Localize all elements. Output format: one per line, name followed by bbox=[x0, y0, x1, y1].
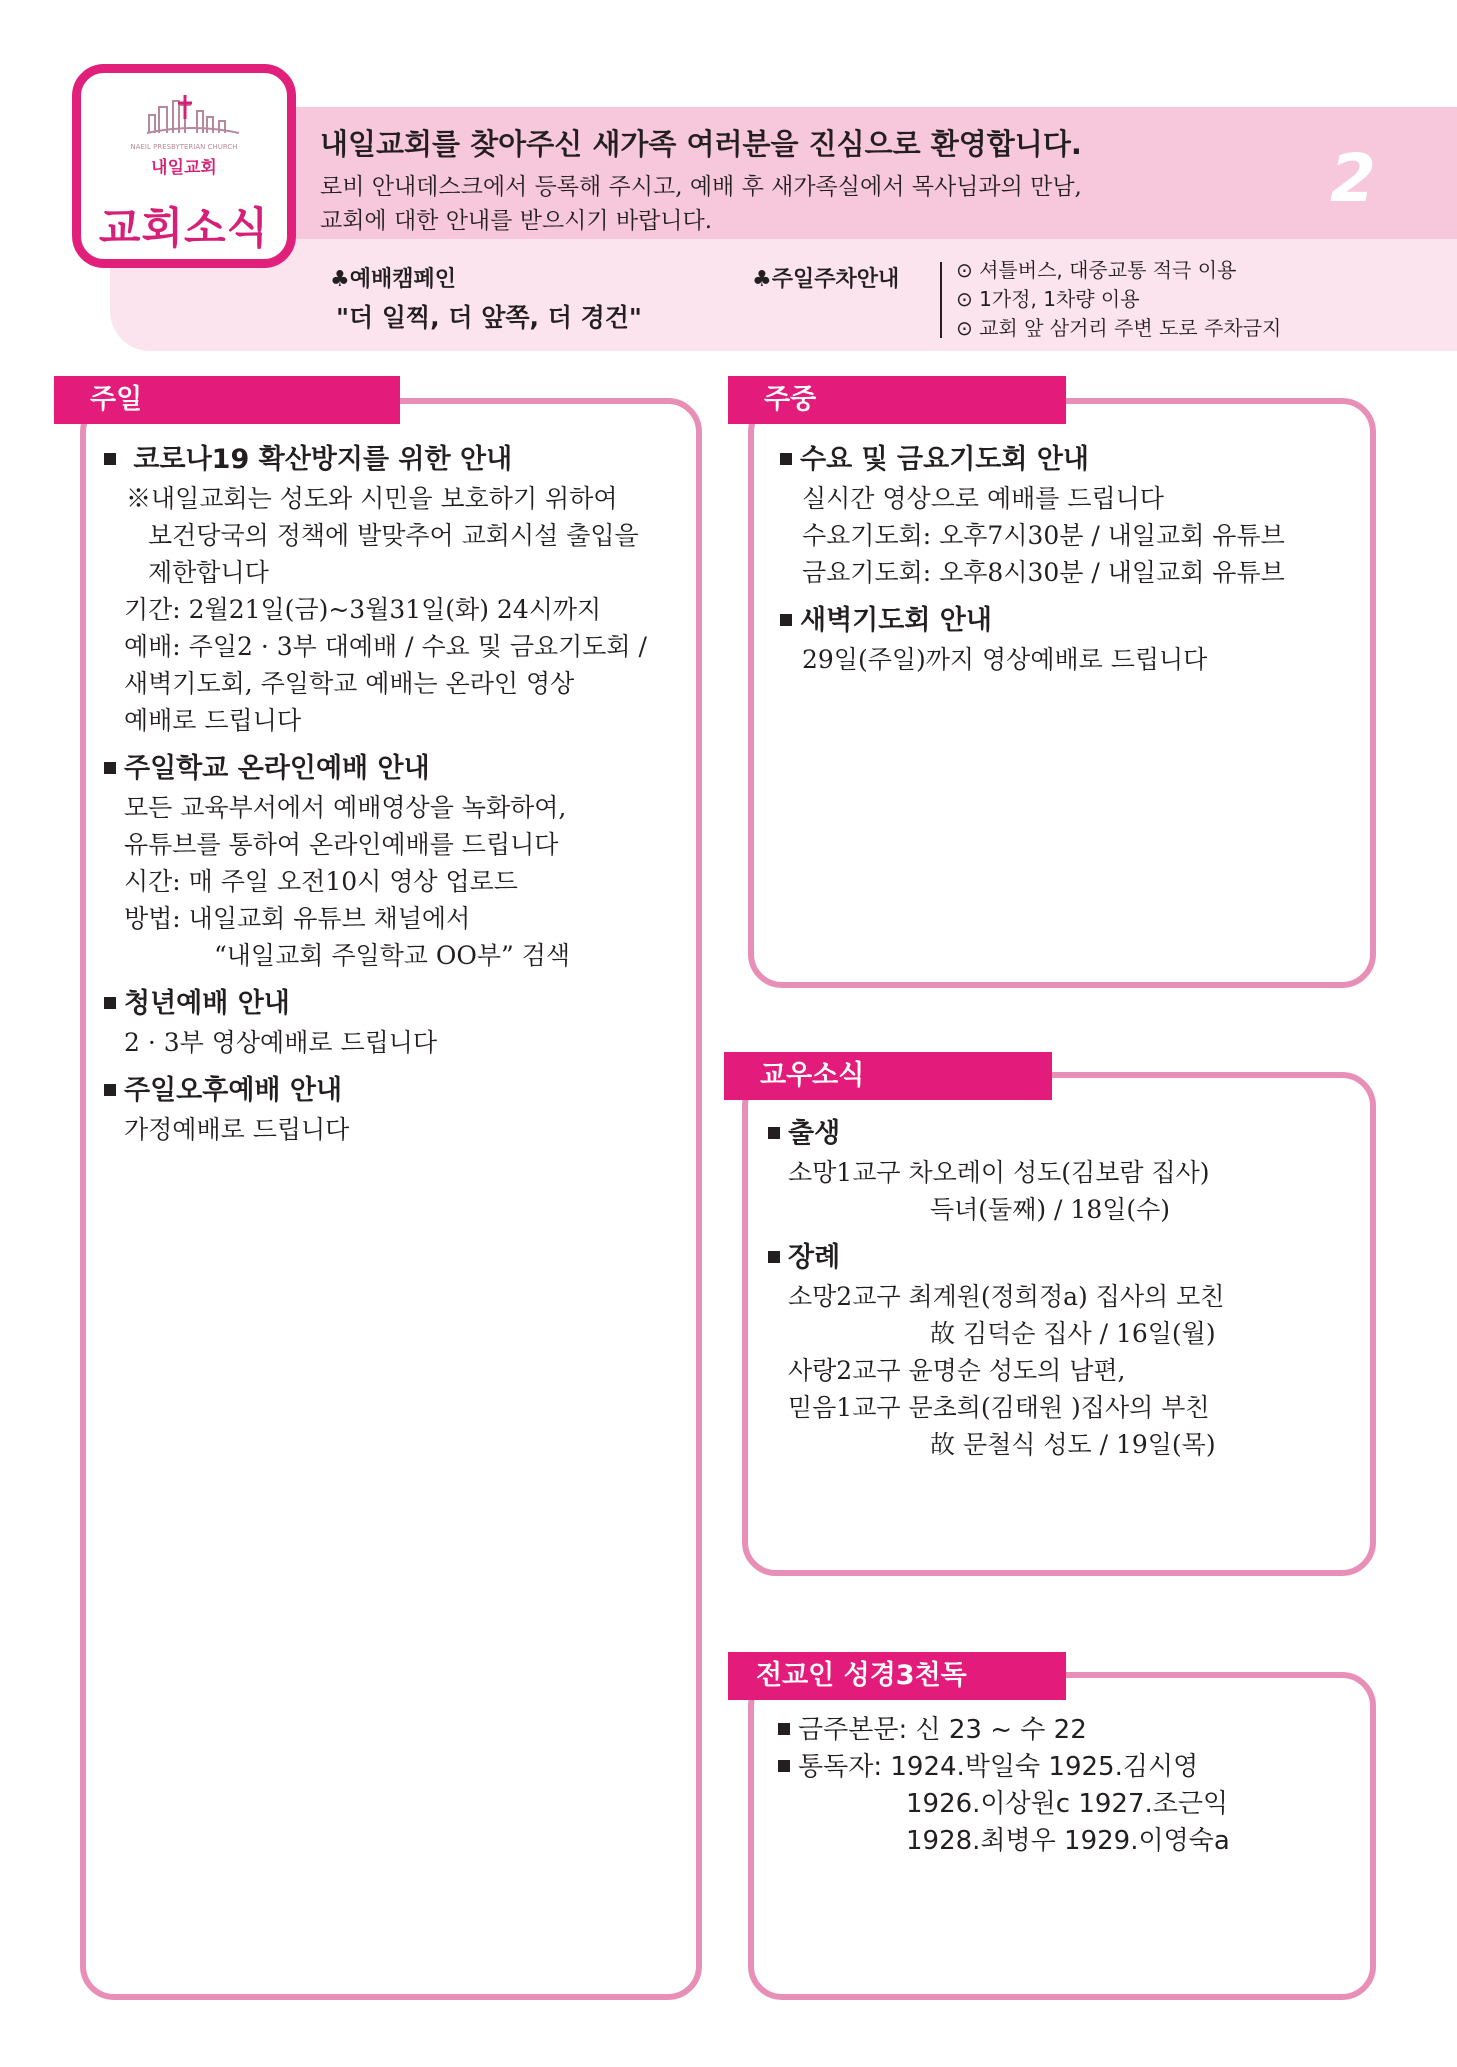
bible-reading-content bbox=[778, 1712, 1230, 1860]
logo-subtitle: NAEIL PRESBYTERIAN CHURCH bbox=[130, 143, 238, 151]
bullet-square-icon bbox=[778, 1760, 790, 1772]
parking-label: ♣주일주차안내 bbox=[752, 267, 900, 292]
news-line: 소망2교구 최계원(정희정a) 집사의 모친 bbox=[788, 1282, 1225, 1311]
welcome-text bbox=[320, 170, 1082, 238]
news-heading: 장례 bbox=[768, 1238, 1224, 1278]
weekday-tab: 주중 bbox=[728, 376, 1066, 424]
notice-line: 모든 교육부서에서 예배영상을 녹화하여, bbox=[124, 793, 567, 822]
notice-line: ※내일교회는 성도와 시민을 보호하기 위하여 bbox=[126, 484, 618, 513]
news-line: 소망1교구 차오레이 성도(김보람 집사) bbox=[788, 1158, 1210, 1187]
bullet-square-icon bbox=[104, 453, 116, 465]
campaign-label: ♣예배캠페인 bbox=[330, 267, 456, 292]
campaign-slogan: "더 일찍, 더 앞쪽, 더 경건" bbox=[336, 303, 642, 332]
welcome-line: 교회에 대한 안내를 받으시기 바랍니다. bbox=[320, 208, 713, 234]
notice-line: 2 · 3부 영상예배로 드립니다 bbox=[124, 1028, 438, 1057]
section-title: 교회소식 bbox=[98, 204, 270, 254]
notice-line: 기간: 2월21일(금)~3월31일(화) 24시까지 bbox=[124, 595, 602, 624]
notice-heading: 청년예배 안내 bbox=[104, 984, 647, 1024]
bible-line: 1928.최병우 1929.이영숙a bbox=[906, 1826, 1230, 1856]
parking-divider bbox=[940, 262, 942, 338]
notice-line: 시간: 매 주일 오전10시 영상 업로드 bbox=[124, 867, 518, 896]
bullet-square-icon bbox=[104, 1084, 116, 1096]
bullet-square-icon bbox=[780, 453, 792, 465]
notice-line: 가정예배로 드립니다 bbox=[124, 1115, 350, 1144]
notice-line: 예배로 드립니다 bbox=[124, 706, 301, 735]
news-line: 득녀(둘째) / 18일(수) bbox=[930, 1195, 1171, 1224]
bible-line: 통독자: 1924.박일숙 1925.김시영 bbox=[778, 1749, 1230, 1786]
notice-line: 수요기도회: 오후7시30분 / 내일교회 유튜브 bbox=[802, 521, 1285, 550]
news-line: 사랑2교구 윤명순 성도의 남편, bbox=[788, 1356, 1126, 1385]
notice-heading: 코로나19 확산방지를 위한 안내 bbox=[104, 440, 647, 480]
logo-name: 내일교회 bbox=[151, 158, 217, 178]
bullet-square-icon bbox=[104, 762, 116, 774]
notice-line: 제한합니다 bbox=[148, 558, 269, 587]
sunday-tab: 주일 bbox=[54, 376, 400, 424]
sunday-content bbox=[104, 440, 647, 1148]
parking-item: ⊙ 셔틀버스, 대중교통 적극 이용 bbox=[956, 258, 1237, 282]
notice-line: 유튜브를 통하여 온라인예배를 드립니다 bbox=[124, 830, 559, 859]
bullet-square-icon bbox=[768, 1127, 780, 1139]
parking-item: ⊙ 교회 앞 삼거리 주변 도로 주차금지 bbox=[956, 316, 1282, 340]
bullet-square-icon bbox=[768, 1251, 780, 1263]
bullet-square-icon bbox=[104, 997, 116, 1009]
bible-reading-tab: 전교인 성경3천독 bbox=[728, 1652, 1066, 1700]
weekday-content bbox=[780, 440, 1285, 678]
notice-heading: 주일학교 온라인예배 안내 bbox=[104, 749, 647, 789]
church-skyline-cross-icon bbox=[145, 93, 241, 137]
notice-heading: 주일오후예배 안내 bbox=[104, 1071, 647, 1111]
bullet-square-icon bbox=[778, 1723, 790, 1735]
notice-heading: 수요 및 금요기도회 안내 bbox=[780, 440, 1285, 480]
notice-line: 금요기도회: 오후8시30분 / 내일교회 유튜브 bbox=[802, 558, 1285, 587]
notice-line: 보건당국의 정책에 발맞추어 교회시설 출입을 bbox=[148, 521, 639, 550]
notice-line: 새벽기도회, 주일학교 예배는 온라인 영상 bbox=[124, 669, 575, 698]
welcome-heading: 내일교회를 찾아주신 새가족 여러분을 진심으로 환영합니다. bbox=[320, 127, 1082, 161]
welcome-line: 로비 안내데스크에서 등록해 주시고, 예배 후 새가족실에서 목사님과의 만남, bbox=[320, 174, 1082, 200]
news-line: 믿음1교구 문초희(김태원 )집사의 부친 bbox=[788, 1393, 1210, 1422]
bullet-square-icon bbox=[780, 614, 792, 626]
notice-line: 실시간 영상으로 예배를 드립니다 bbox=[802, 484, 1164, 513]
notice-line: “내일교회 주일학교 OO부” 검색 bbox=[214, 941, 571, 970]
parking-item: ⊙ 1가정, 1차량 이용 bbox=[956, 287, 1140, 311]
bible-line: 1926.이상원c 1927.조근익 bbox=[906, 1789, 1229, 1819]
news-heading: 출생 bbox=[768, 1114, 1224, 1154]
church-logo bbox=[72, 64, 296, 268]
notice-heading: 새벽기도회 안내 bbox=[780, 601, 1285, 641]
page-number: 2 bbox=[1330, 140, 1376, 217]
members-news-content bbox=[768, 1114, 1224, 1463]
news-line: 故 김덕순 집사 / 16일(월) bbox=[930, 1319, 1216, 1348]
notice-line: 방법: 내일교회 유튜브 채널에서 bbox=[124, 904, 471, 933]
news-line: 故 문철식 성도 / 19일(목) bbox=[930, 1430, 1216, 1459]
parking-list bbox=[956, 256, 1281, 343]
notice-line: 예배: 주일2 · 3부 대예배 / 수요 및 금요기도회 / bbox=[124, 632, 647, 661]
members-news-tab: 교우소식 bbox=[724, 1052, 1052, 1100]
notice-line: 29일(주일)까지 영상예배로 드립니다 bbox=[802, 645, 1208, 674]
bible-line: 금주본문: 신 23 ~ 수 22 bbox=[778, 1712, 1230, 1749]
